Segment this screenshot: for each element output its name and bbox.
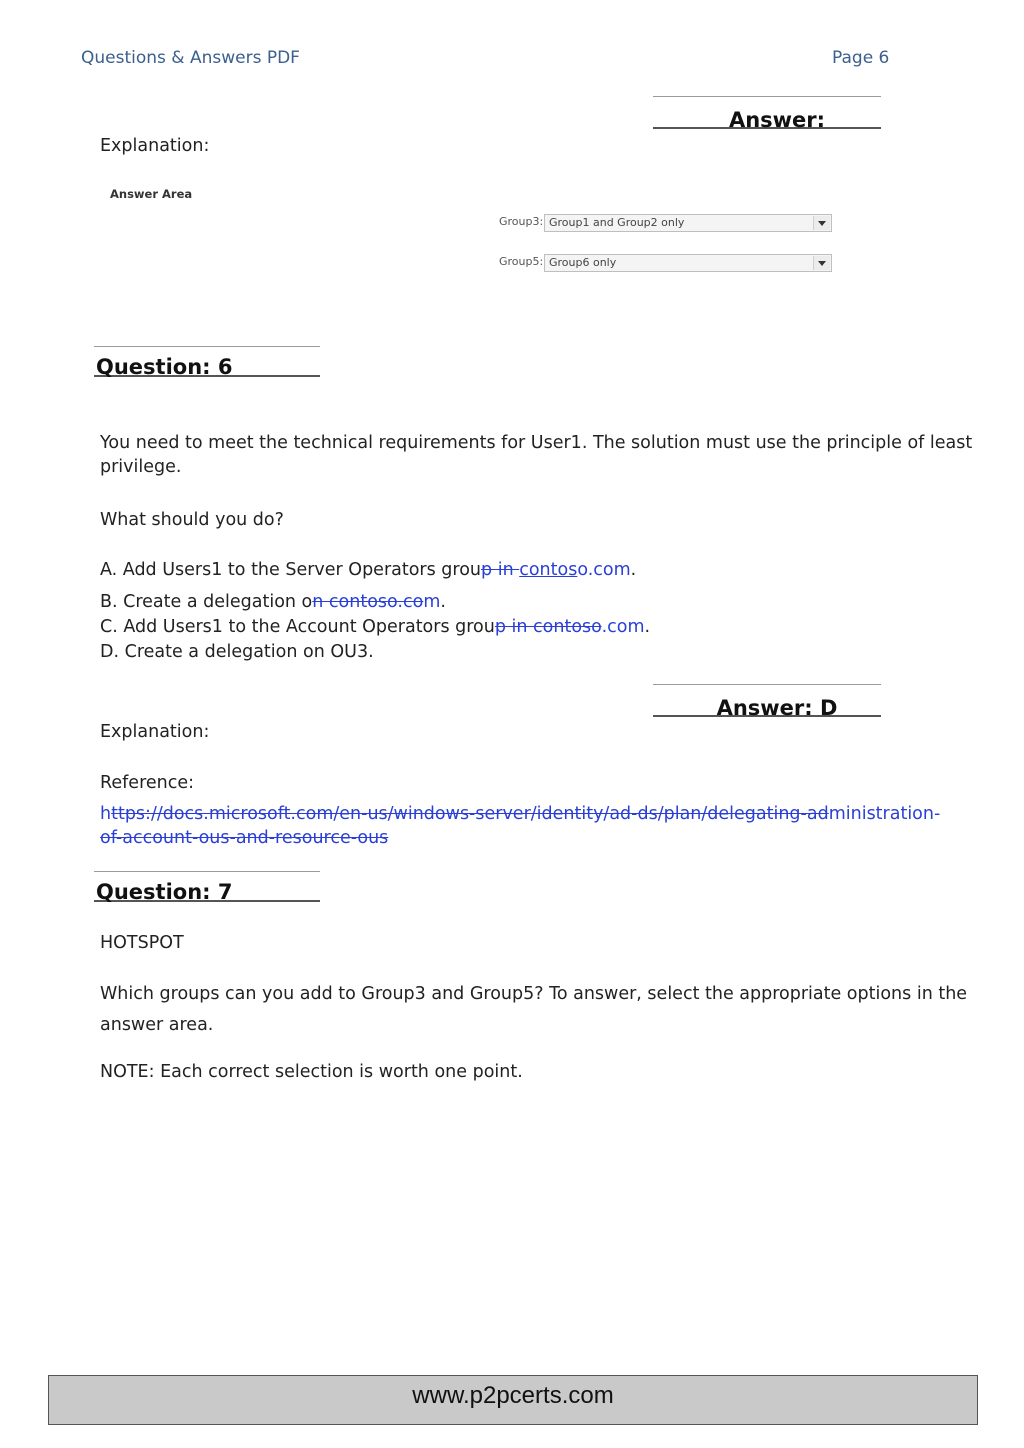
option-b-link-tail[interactable]: m xyxy=(423,592,441,612)
reference-link-line1[interactable] xyxy=(100,802,940,826)
option-a-link-tld[interactable]: o.com xyxy=(577,560,631,580)
group5-dropdown[interactable] xyxy=(544,254,832,272)
group5-label: Group5: xyxy=(499,255,544,268)
option-c-link[interactable]: p in xyxy=(494,617,534,637)
option-a[interactable] xyxy=(100,558,636,582)
group5-dropdown-value: Group6 only xyxy=(549,256,617,269)
explanation-label-q6: Explanation: xyxy=(100,722,210,742)
page-number: Page 6 xyxy=(832,48,890,68)
option-b-period: . xyxy=(440,592,446,612)
option-a-text: A. Add Users1 to the Server Operators grou xyxy=(100,560,482,580)
reference-link-start[interactable]: h xyxy=(100,804,112,824)
question-7-type: HOTSPOT xyxy=(100,933,184,953)
chevron-down-icon[interactable] xyxy=(813,256,830,270)
option-a-link[interactable]: p in xyxy=(481,560,520,580)
option-c-link-domain[interactable]: contoso xyxy=(533,617,602,637)
option-a-period: . xyxy=(630,560,637,580)
question-7-note: NOTE: Each correct selection is worth one point. xyxy=(100,1062,523,1082)
chevron-down-icon[interactable] xyxy=(813,216,830,230)
question-6-stem-line2: privilege. xyxy=(100,457,182,477)
option-c-text: C. Add Users1 to the Account Operators grou xyxy=(100,617,495,637)
answer-box-q5 xyxy=(653,96,881,132)
option-c-period: . xyxy=(644,617,651,637)
group3-dropdown-value: Group1 and Group2 only xyxy=(549,216,685,229)
reference-link-line2[interactable]: of-account-ous-and-resource-ous xyxy=(100,828,389,848)
question-6-title: Question: 6 xyxy=(96,355,233,379)
question-6-stem-line1: You need to meet the technical requirements for User1. The solution must use the principle of least xyxy=(100,433,973,453)
question-7-stem-line1: Which groups can you add to Group3 and Group5? To answer, select the appropriate options in the xyxy=(100,984,968,1004)
footer-site-link[interactable]: www.p2pcerts.com xyxy=(412,1382,614,1409)
reference-link-tail[interactable]: ministration- xyxy=(828,804,941,824)
option-b-link[interactable]: n contoso.co xyxy=(312,592,424,612)
option-c[interactable] xyxy=(100,615,650,639)
answer-box-q6 xyxy=(653,684,881,720)
question-6-prompt: What should you do? xyxy=(100,510,284,530)
question-7-title: Question: 7 xyxy=(96,880,233,904)
answer-area-title: Answer Area xyxy=(110,187,193,201)
option-d[interactable]: D. Create a delegation on OU3. xyxy=(100,642,374,662)
option-b[interactable] xyxy=(100,590,446,614)
group3-label: Group3: xyxy=(499,215,544,228)
reference-link-struck[interactable]: ttps://docs.microsoft.com/en-us/windows-server/identity/ad-ds/plan/delegating-ad xyxy=(111,804,829,824)
question-7-stem-line2: answer area. xyxy=(100,1015,214,1035)
answer-label-q6: Answer: D xyxy=(716,696,838,720)
option-c-link-tld[interactable]: .com xyxy=(601,617,645,637)
header-title: Questions & Answers PDF xyxy=(81,48,300,68)
question-7-heading xyxy=(94,871,320,902)
option-a-link-domain[interactable]: contos xyxy=(519,560,578,580)
reference-label: Reference: xyxy=(100,773,195,793)
explanation-label: Explanation: xyxy=(100,136,210,156)
question-6-heading xyxy=(94,346,320,377)
footer-bar xyxy=(48,1375,978,1425)
group3-dropdown[interactable] xyxy=(544,214,832,232)
option-b-text: B. Create a delegation o xyxy=(100,592,313,612)
answer-label: Answer: xyxy=(728,108,826,132)
